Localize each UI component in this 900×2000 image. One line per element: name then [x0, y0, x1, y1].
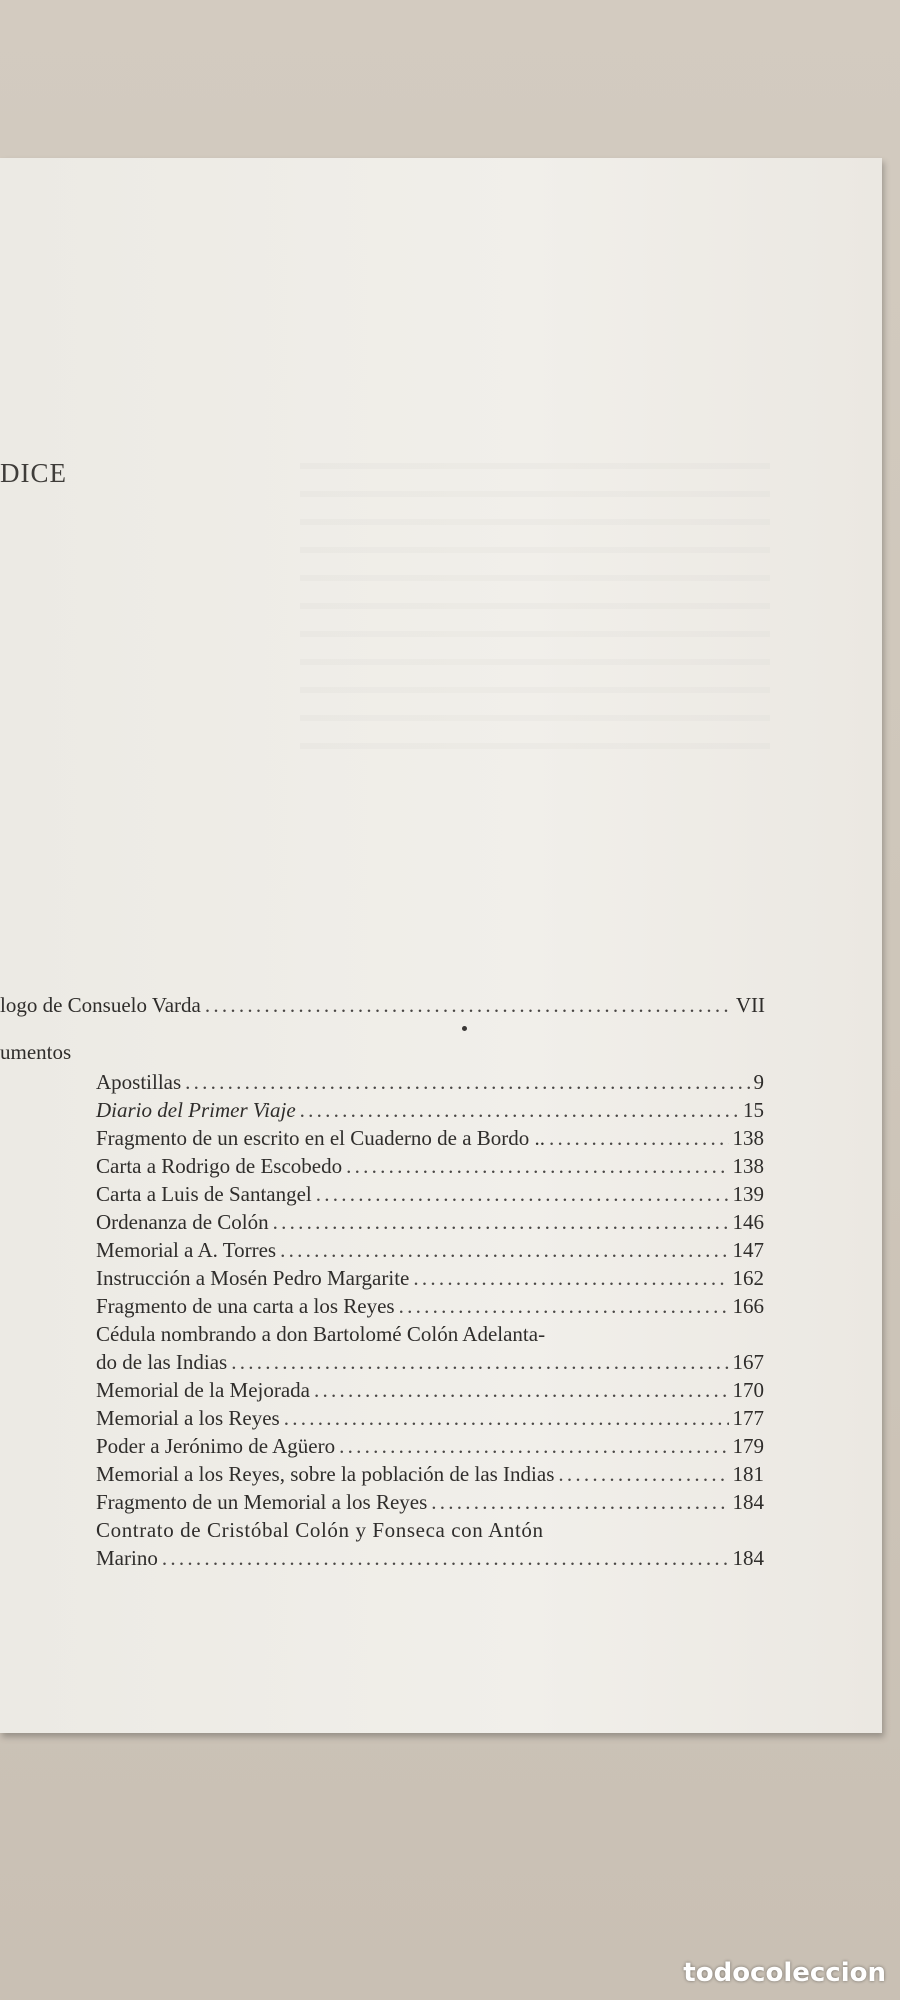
entry-title: Fragmento de un escrito en el Cuaderno de a Bordo ..	[96, 1126, 546, 1150]
toc-entry	[96, 1434, 764, 1459]
entry-title: do de las Indias	[96, 1350, 228, 1374]
entry-page: 147	[732, 1238, 764, 1262]
toc-entry	[96, 1238, 764, 1263]
toc-entry-line: Contrato de Cristóbal Colón y Fonseca con Antón	[96, 1518, 544, 1542]
entry-page: 166	[732, 1294, 764, 1318]
section-documentos: umentos	[0, 1040, 72, 1064]
entry-title: Carta a Luis de Santangel	[96, 1182, 312, 1206]
entry-title: Apostillas	[96, 1070, 182, 1094]
watermark-logo: todocoleccion	[683, 1958, 886, 1988]
dot-leader	[205, 993, 732, 1018]
dot-leader	[280, 1238, 728, 1263]
dot-leader	[316, 1182, 729, 1207]
entry-page: 139	[732, 1182, 764, 1206]
entry-page: 170	[732, 1378, 764, 1402]
entry-title: Diario del Primer Viaje	[96, 1098, 296, 1122]
dot-leader	[399, 1294, 729, 1319]
entry-title: Memorial a los Reyes	[96, 1406, 280, 1430]
entry-title: Carta a Rodrigo de Escobedo	[96, 1154, 343, 1178]
dot-leader	[413, 1266, 728, 1291]
toc-entry	[96, 1070, 764, 1095]
toc-entry-prologo	[0, 993, 765, 1018]
dot-leader	[300, 1098, 739, 1123]
toc-entry	[96, 1462, 764, 1487]
index-heading: DICE	[0, 458, 67, 488]
dot-leader	[339, 1434, 728, 1459]
entry-page: 15	[743, 1098, 764, 1122]
dot-leader	[273, 1210, 729, 1235]
toc-entry	[96, 1126, 764, 1151]
dot-leader	[346, 1154, 728, 1179]
entry-page: 162	[732, 1266, 764, 1290]
entry-page: 179	[732, 1434, 764, 1458]
entry-title: Ordenanza de Colón	[96, 1210, 269, 1234]
entry-title: Marino	[96, 1546, 158, 1570]
toc-entry	[96, 1294, 764, 1319]
entry-title: Memorial de la Mejorada	[96, 1378, 310, 1402]
dot-leader	[549, 1126, 728, 1151]
toc-entry	[96, 1210, 764, 1235]
entry-title: logo de Consuelo Varda	[0, 993, 201, 1017]
entry-page: 138	[732, 1154, 764, 1178]
entry-title: Memorial a los Reyes, sobre la población de las Indias	[96, 1462, 555, 1486]
toc-entry	[96, 1266, 764, 1291]
entry-page: 146	[732, 1210, 764, 1234]
toc-entry	[96, 1378, 764, 1403]
entry-page: 177	[732, 1406, 764, 1430]
entry-page: 9	[753, 1070, 764, 1094]
toc-entry	[96, 1490, 764, 1515]
toc-entry	[96, 1546, 764, 1571]
entry-page: 181	[732, 1462, 764, 1486]
ink-speck	[462, 1026, 467, 1031]
entry-title: Memorial a A. Torres	[96, 1238, 277, 1262]
entry-title: Instrucción a Mosén Pedro Margarite	[96, 1266, 410, 1290]
dot-leader	[185, 1070, 749, 1095]
toc-entry	[96, 1350, 764, 1375]
toc-entry	[96, 1098, 764, 1123]
dot-leader	[231, 1350, 728, 1375]
dot-leader	[162, 1546, 729, 1571]
dot-leader	[558, 1462, 728, 1487]
dot-leader	[431, 1490, 728, 1515]
toc-entry-line: Cédula nombrando a don Bartolomé Colón Adelanta-	[96, 1322, 546, 1346]
entry-title: Fragmento de un Memorial a los Reyes	[96, 1490, 428, 1514]
entry-title: Poder a Jerónimo de Agüero	[96, 1434, 336, 1458]
entry-page: VII	[735, 993, 765, 1017]
entry-page: 167	[732, 1350, 764, 1374]
show-through-text	[300, 463, 770, 763]
dot-leader	[314, 1378, 729, 1403]
entry-title: Fragmento de una carta a los Reyes	[96, 1294, 395, 1318]
toc-entry	[96, 1406, 764, 1431]
entry-page: 184	[732, 1546, 764, 1570]
toc-entry	[96, 1154, 764, 1179]
entry-page: 184	[732, 1490, 764, 1514]
dot-leader	[284, 1406, 729, 1431]
entry-page: 138	[732, 1126, 764, 1150]
toc-entry	[96, 1182, 764, 1207]
